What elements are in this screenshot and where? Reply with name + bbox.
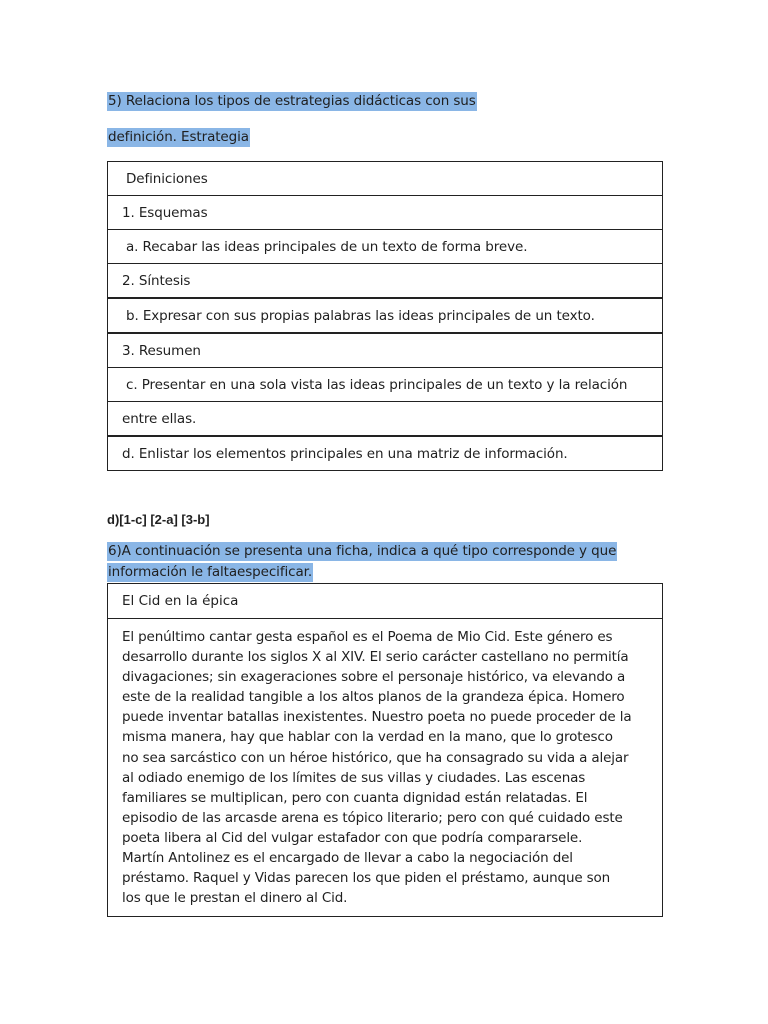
table-row-definiciones: Definiciones	[108, 162, 663, 196]
question-6-line-1	[107, 542, 617, 560]
question-5-line-1	[107, 92, 477, 110]
question-5-text-1: 5) Relaciona los tipos de estrategias didácticas con sus	[108, 93, 476, 109]
table-row-esquemas: 1. Esquemas	[108, 196, 663, 230]
question-6-text-2: información le faltaespecificar.	[108, 564, 313, 580]
table-row-sintesis: 2. Síntesis	[108, 264, 663, 299]
table-row-resumen: 3. Resumen	[108, 333, 663, 368]
ficha-title: El Cid en la épica	[108, 584, 662, 619]
ficha-body: El penúltimo cantar gesta español es el Poema de Mio Cid. Este género es desarrollo durante los siglos X al XIV. El serio carácter castellano no permitía divagaciones; sin exageraciones sobre el personaje histórico, va elevando a este de la realidad tangible a los altos planos de la grandeza épica. Homero puede inventar batallas inexistentes. Nuestro poeta no puede proceder de la misma manera, hay que hablar con la verdad en la mano, que lo grotesco no sea sarcástico con un héroe histórico, que ha consagrado su vida a alejar al odiado enemigo de los límites de sus villas y ciudades. Las escenas familiares se multiplican, pero con cuanta dignidad están relatadas. El episodio de las arcasde arena es tópico literario; pero con qué cuidado este poeta libera al Cid del vulgar estafador con que podría compararsele. Martín Antolinez es el encargado de llevar a cabo la negociación del préstamo. Raquel y Vidas parecen los que piden el préstamo, aunque son los que le prestan el dinero al Cid.	[122, 629, 632, 907]
table-row-def-c-continued: entre ellas.	[108, 402, 663, 437]
question-6-text-1: 6)A continuación se presenta una ficha, indica a qué tipo corresponde y que	[108, 543, 617, 559]
answer-text: d)[1-c] [2-a] [3-b]	[107, 512, 210, 527]
question-6-line-2	[107, 563, 313, 581]
question-5-text-2: definición. Estrategia	[108, 129, 249, 145]
table-row-def-c: c. Presentar en una sola vista las ideas principales de un texto y la relación	[108, 368, 663, 402]
table-row-def-b: b. Expresar con sus propias palabras las ideas principales de un texto.	[108, 298, 663, 333]
strategies-table	[107, 161, 663, 471]
table-row-def-a: a. Recabar las ideas principales de un texto de forma breve.	[108, 230, 663, 264]
ficha-table	[107, 583, 663, 917]
question-5-line-2	[107, 128, 250, 146]
table-row-def-d: d. Enlistar los elementos principales en una matriz de información.	[108, 436, 663, 471]
